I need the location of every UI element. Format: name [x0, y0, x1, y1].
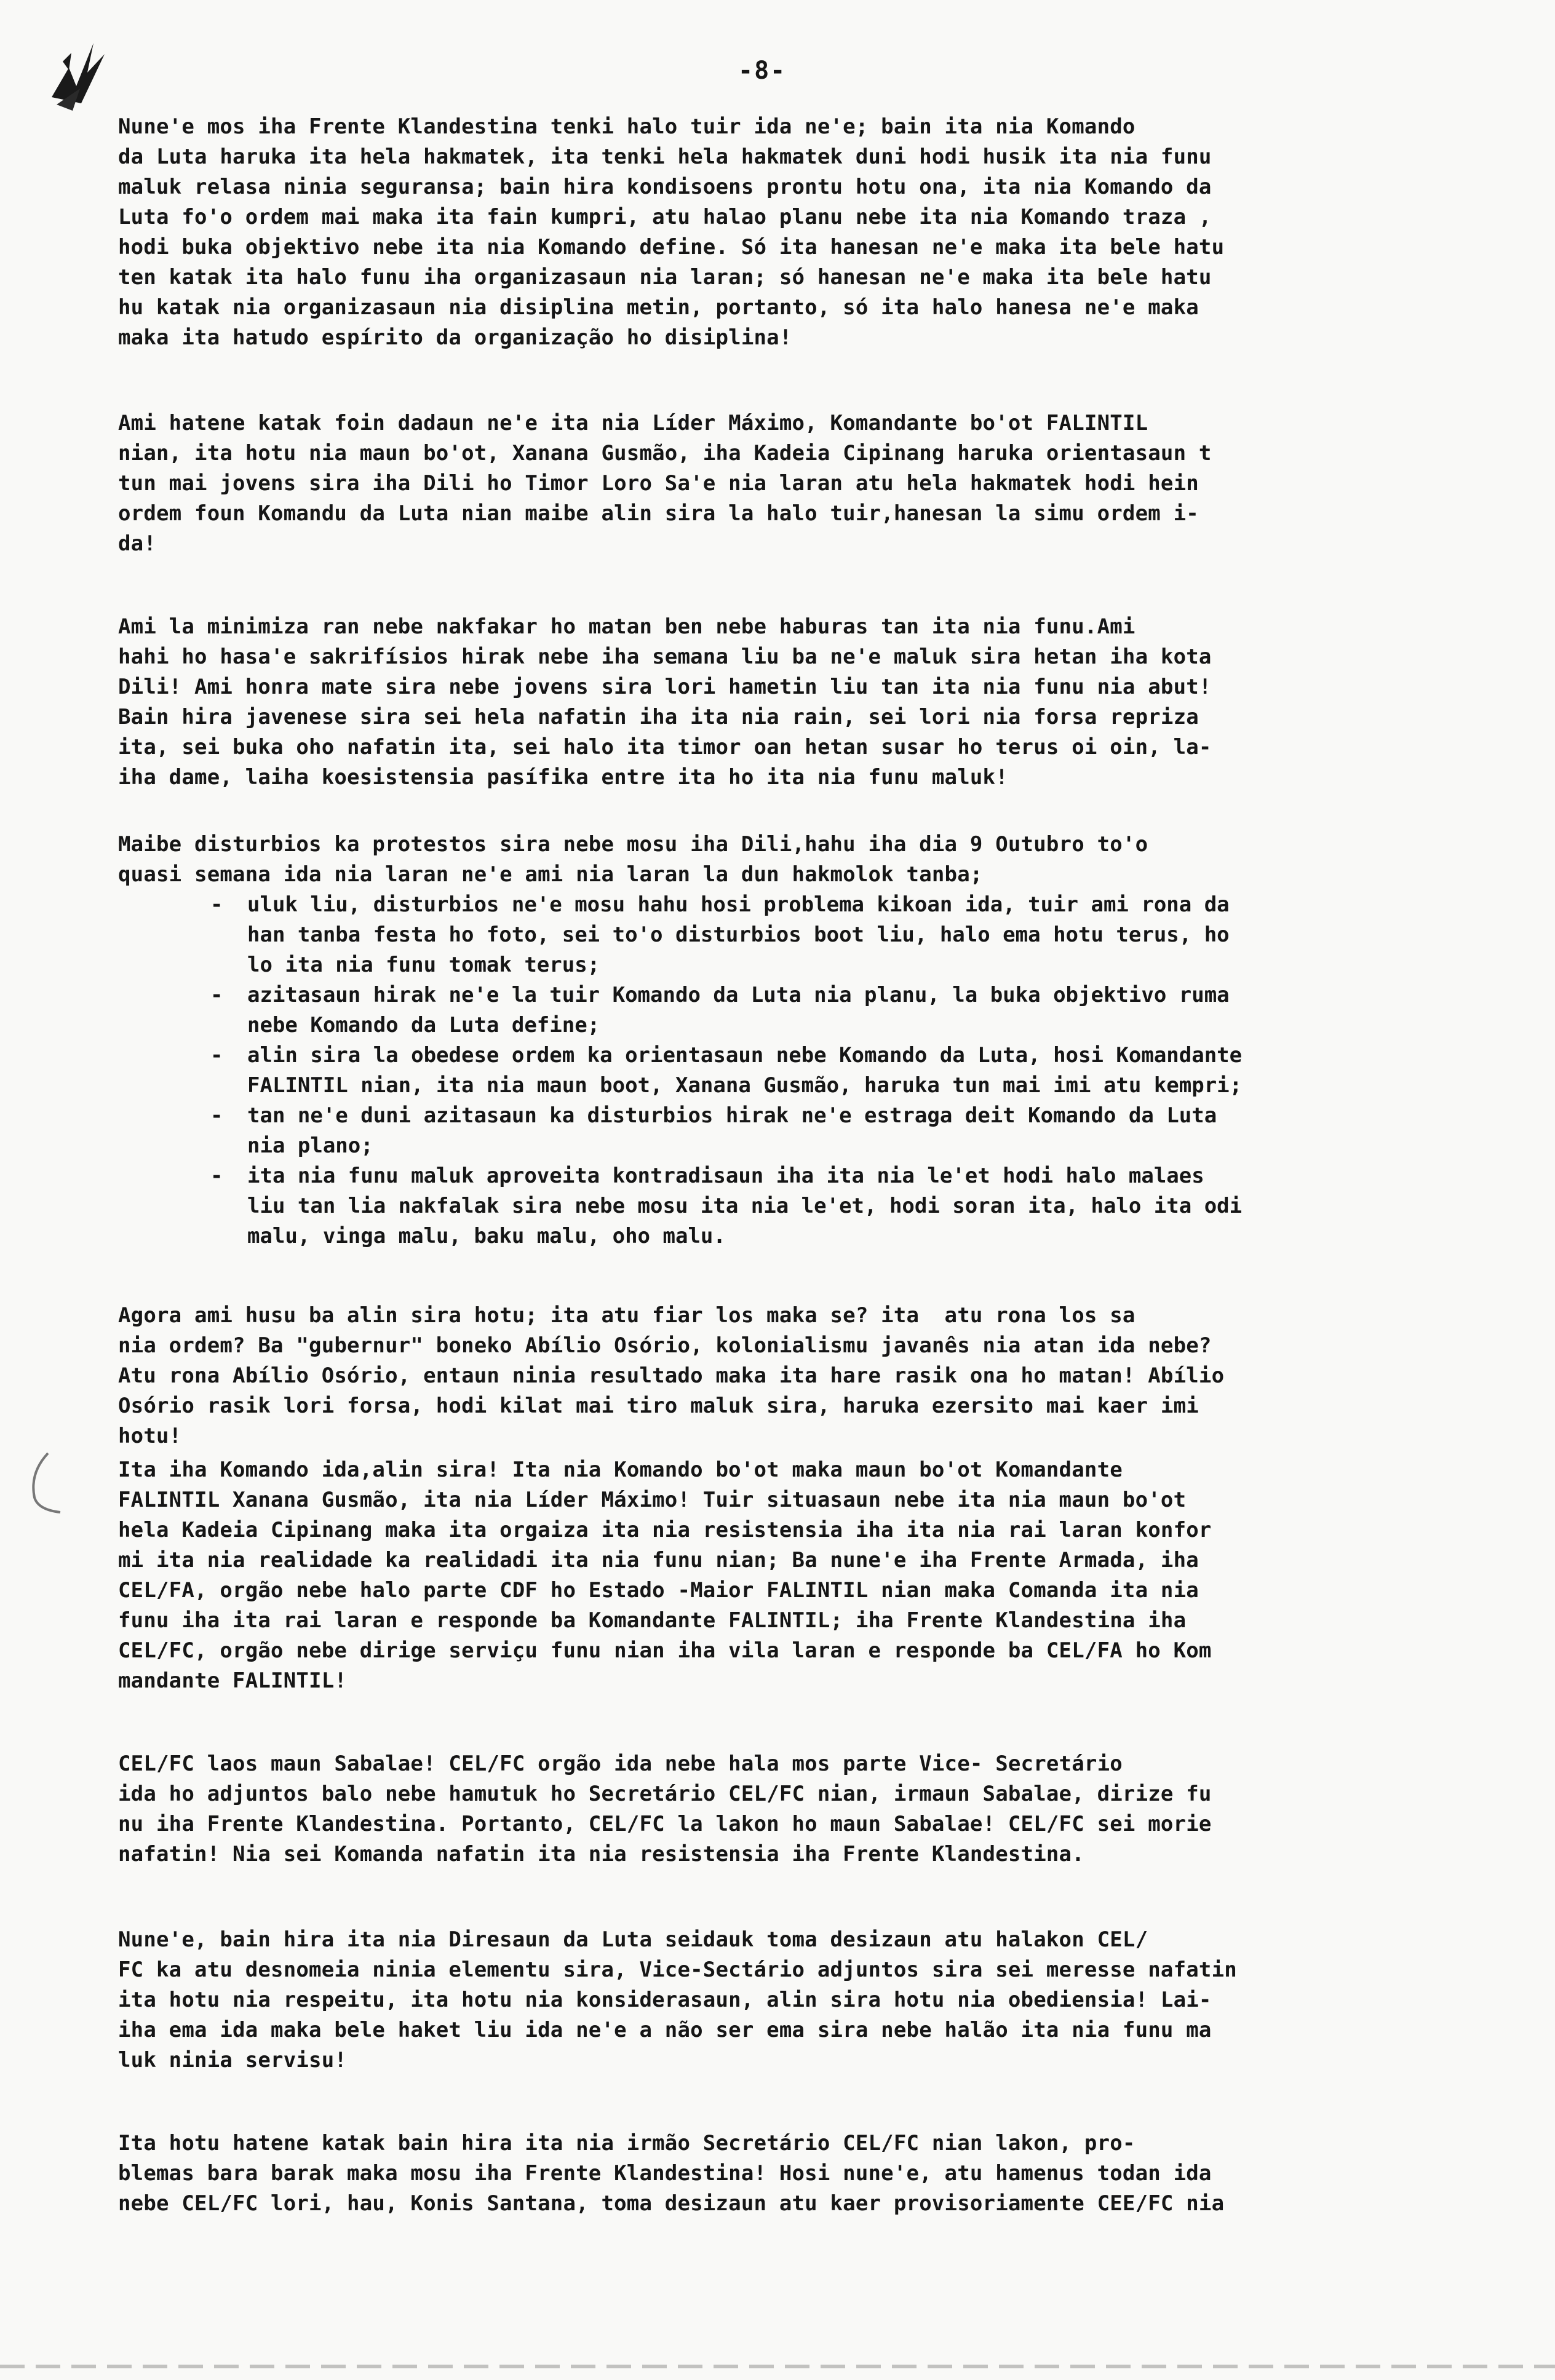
bullet-item: [118, 1041, 1459, 1101]
paragraph-8: Nune'e, bain hira ita nia Diresaun da Luta seidauk toma desizaun atu halakon CEL/ FC ka atu desnomeia ninia elementu sira, Vice-Sectário adjuntos sira sei meresse nafatin ita hotu nia respeitu, ita hotu nia konsiderasaun, alin sira hotu nia obediensia! Lai- iha ema ida maka bele haket liu ida ne'e a não ser ema sira nebe halão ita nia funu ma luk ninia servisu!: [118, 1927, 1237, 2073]
bullet-item: [118, 980, 1459, 1041]
bullet-dash: -: [210, 1164, 223, 1188]
paragraph-2: Ami hatene katak foin dadaun ne'e ita nia Líder Máximo, Komandante bo'ot FALINTIL nian, ita hotu nia maun bo'ot, Xanana Gusmão, iha Kadeia Cipinang haruka orientasaun t tun mai jovens sira iha Dili ho Timor Loro Sa'e nia laran atu hela hakmatek hodi hein ordem foun Komandu da Luta nian maibe alin sira la halo tuir,hanesan la simu ordem i- da!: [118, 411, 1212, 556]
bracket-mark-icon: [23, 1448, 73, 1516]
paragraph-3: Ami la minimiza ran nebe nakfakar ho matan ben nebe haburas tan ita nia funu.Ami hahi ho hasa'e sakrifísios hirak nebe iha semana liu ba ne'e maluk sira hetan iha kota Dili! Ami honra mate sira nebe jovens sira lori hametin liu tan ita nia funu nia abut! Bain hira javenese sira sei hela nafatin iha ita nia rain, sei lori nia forsa repriza ita, sei buka oho nafatin ita, sei halo ita timor oan hetan susar ho terus oi oin, la- iha dame, laiha koesistensia pasífika entre ita ho ita nia funu maluk!: [118, 614, 1212, 790]
bullet-list: [118, 890, 1459, 1251]
page-number: -8-: [738, 57, 787, 85]
handwritten-mark-icon: [44, 30, 112, 116]
paragraph-6: Ita iha Komando ida,alin sira! Ita nia Komando bo'ot maka maun bo'ot Komandante FALINTIL Xanana Gusmão, ita nia Líder Máximo! Tuir situasaun nebe ita nia maun bo'ot hela Kadeia Cipinang maka ita orgaiza ita nia resistensia iha ita nia rai laran konfor mi ita nia realidade ka realidadi ita nia funu nian; Ba nune'e iha Frente Armada, iha CEL/FA, orgão nebe halo parte CDF ho Estado -Maior FALINTIL nian maka Comanda ita nia funu iha ita rai laran e responde ba Komandante FALINTIL; iha Frente Klandestina iha CEL/FC, orgão nebe dirige serviçu funu nian iha vila laran e responde ba CEL/FA ho Kom mandante FALINTIL!: [118, 1458, 1212, 1693]
bullet-item: [118, 1101, 1459, 1161]
paragraph-4: Maibe disturbios ka protestos sira nebe mosu iha Dili,hahu iha dia 9 Outubro to'o quasi semana ida nia laran ne'e ami nia laran la dun hakmolok tanba;: [118, 832, 1148, 887]
paragraph-9: Ita hotu hatene katak bain hira ita nia irmão Secretário CEL/FC nian lakon, pro- blemas bara barak maka mosu iha Frente Klandestina! Hosi nune'e, atu hamenus todan ida nebe CEL/FC lori, hau, Konis Santana, toma desizaun atu kaer provisoriamente CEE/FC nia: [118, 2131, 1225, 2216]
bullet-text: uluk liu, disturbios ne'e mosu hahu hosi problema kikoan ida, tuir ami rona da han tanba festa ho foto, sei to'o disturbios boot liu, halo ema hotu terus, ho lo ita nia funu tomak terus;: [247, 892, 1230, 977]
paragraph-5: Agora ami husu ba alin sira hotu; ita atu fiar los maka se? ita atu rona los sa nia ordem? Ba "gubernur" boneko Abílio Osório, kolonialismu javanês nia atan ida nebe? Atu rona Abílio Osório, entaun ninia resultado maka ita hare rasik ona ho matan! Abílio Osório rasik lori forsa, hodi kilat mai tiro maluk sira, haruka ezersito mai kaer imi hotu!: [118, 1303, 1225, 1448]
bottom-scan-edge: [0, 2365, 1555, 2368]
bullet-item: [118, 890, 1459, 980]
document-body: [118, 112, 1459, 2219]
paragraph-1: Nune'e mos iha Frente Klandestina tenki halo tuir ida ne'e; bain ita nia Komando da Luta haruka ita hela hakmatek, ita tenki hela hakmatek duni hodi husik ita nia funu maluk relasa ninia seguransa; bain hira kondisoens prontu hotu ona, ita nia Komando da Luta fo'o ordem mai maka ita fain kumpri, atu halao planu nebe ita nia Komando traza , hodi buka objektivo nebe ita nia Komando define. Só ita hanesan ne'e maka ita bele hatu ten katak ita halo funu iha organizasaun nia laran; só hanesan ne'e maka ita bele hatu hu katak nia organizasaun nia disiplina metin, portanto, só ita halo hanesa ne'e maka maka ita hatudo espírito da organização ho disiplina!: [118, 114, 1225, 350]
bullet-dash: -: [210, 1103, 223, 1128]
bullet-text: ita nia funu maluk aproveita kontradisaun iha ita nia le'et hodi halo malaes liu tan lia nakfalak sira nebe mosu ita nia le'et, hodi soran ita, halo ita odi malu, vinga malu, baku malu, oho malu.: [247, 1164, 1243, 1248]
bullet-item: [118, 1161, 1459, 1251]
bullet-text: alin sira la obedese ordem ka orientasaun nebe Komando da Luta, hosi Komandante FALINTIL nian, ita nia maun boot, Xanana Gusmão, haruka tun mai imi atu kempri;: [247, 1043, 1243, 1098]
bullet-text: azitasaun hirak ne'e la tuir Komando da Luta nia planu, la buka objektivo ruma nebe Komando da Luta define;: [247, 983, 1230, 1037]
paragraph-7: CEL/FC laos maun Sabalae! CEL/FC orgão ida nebe hala mos parte Vice- Secretário ida ho adjuntos balo nebe hamutuk ho Secretário CEL/FC nian, irmaun Sabalae, dirize fu nu iha Frente Klandestina. Portanto, CEL/FC la lakon ho maun Sabalae! CEL/FC sei morie nafatin! Nia sei Komanda nafatin ita nia resistensia iha Frente Klandestina.: [118, 1751, 1212, 1866]
bullet-text: tan ne'e duni azitasaun ka disturbios hirak ne'e estraga deit Komando da Luta nia plano;: [247, 1103, 1217, 1158]
bullet-dash: -: [210, 983, 223, 1007]
bullet-dash: -: [210, 892, 223, 917]
bullet-dash: -: [210, 1043, 223, 1068]
